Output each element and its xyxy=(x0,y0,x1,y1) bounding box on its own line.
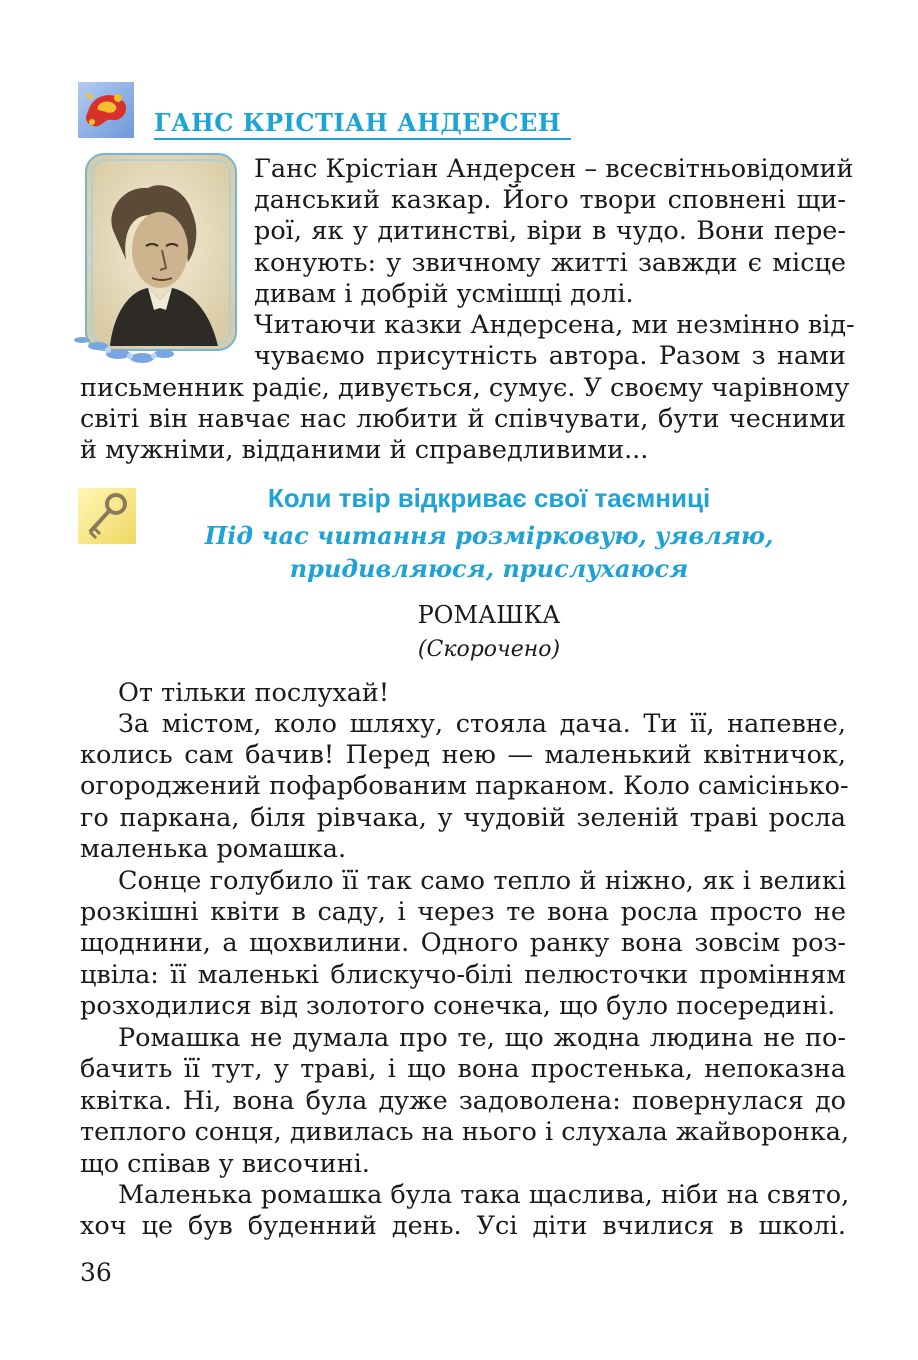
story-line: розкішні квіти в саду, і через те вона росла просто не xyxy=(80,897,846,927)
story-line: теплого сонця, дивилась на нього і слухала жайворонка, xyxy=(80,1117,850,1147)
intro-line: й мужніми, відданими й справедливими... xyxy=(80,435,649,465)
intro-line: світі він навчає нас любити й співчувати, бути чесними xyxy=(80,404,846,434)
section-heading: Коли твір відкриває свої таємниці xyxy=(267,483,711,513)
story-line: хоч це був буденний день. Усі діти вчилися в школі. xyxy=(80,1211,846,1241)
story-title: РОМАШКА xyxy=(417,601,561,629)
story-line: маленька ромашка. xyxy=(80,834,347,864)
intro-line: данський казкар. Його твори сповнені щи- xyxy=(254,185,846,215)
story-line: квітка. Ні, вона була дуже задоволена: повернулася до xyxy=(80,1086,846,1116)
intro-line: письменник радіє, дивується, сумує. У своєму чарівному xyxy=(80,373,850,403)
story-line: Ромашка не думала про те, що жодна людина не по- xyxy=(118,1023,846,1053)
story-line: За містом, коло шляху, стояла дача. Ти її, напевне, xyxy=(118,709,846,739)
story-line: цвіла: її маленькі блискучо-білі пелюсточки промінням xyxy=(80,960,846,990)
intro-line: Ганс Крістіан Андерсен – всесвітньовідомий xyxy=(254,154,854,184)
story-line: бачить її тут, у траві, і що вона простенька, непоказна xyxy=(80,1054,846,1084)
page-number: 36 xyxy=(80,1258,112,1287)
portrait-image xyxy=(68,150,244,370)
intro-line: конують: у звичному житті завжди є місце xyxy=(254,248,846,278)
story-line: колись сам бачив! Перед нею — маленький квітничок, xyxy=(80,740,846,770)
story-line: що співав у височині. xyxy=(80,1149,370,1179)
intro-line: рої, як у дитинстві, віри в чудо. Вони пере- xyxy=(254,216,846,246)
intro-line: дивам і добрій усмішці долі. xyxy=(254,279,634,309)
intro-line: Читаючи казки Андерсена, ми незмінно від- xyxy=(254,310,855,340)
section-subheading: придивляюся, прислухаюся xyxy=(289,554,689,583)
ornament-icon xyxy=(78,82,134,138)
story-line: го паркана, біля рівчака, у чудовій зеленій траві росла xyxy=(80,803,846,833)
story-line: розходилися від золотого сонечка, що було посередині. xyxy=(80,991,836,1021)
story-line: От тільки послухай! xyxy=(118,678,390,708)
story-line: Сонце голубило її так само тепло й ніжно, як і великі xyxy=(118,866,846,896)
author-title: ГАНС КРІСТІАН АНДЕРСЕН xyxy=(154,108,571,140)
intro-line: чуваємо присутність автора. Разом з нами xyxy=(254,341,846,371)
story-line: Маленька ромашка була така щаслива, ніби на свято, xyxy=(118,1180,850,1210)
story-note: (Скорочено) xyxy=(417,637,561,662)
section-subheading: Під час читання розмірковую, уявляю, xyxy=(204,521,774,550)
story-line: щоднини, а щохвилини. Одного ранку вона зовсім роз- xyxy=(80,928,846,958)
story-line: огороджений пофарбованим парканом. Коло самісінько- xyxy=(80,771,849,801)
